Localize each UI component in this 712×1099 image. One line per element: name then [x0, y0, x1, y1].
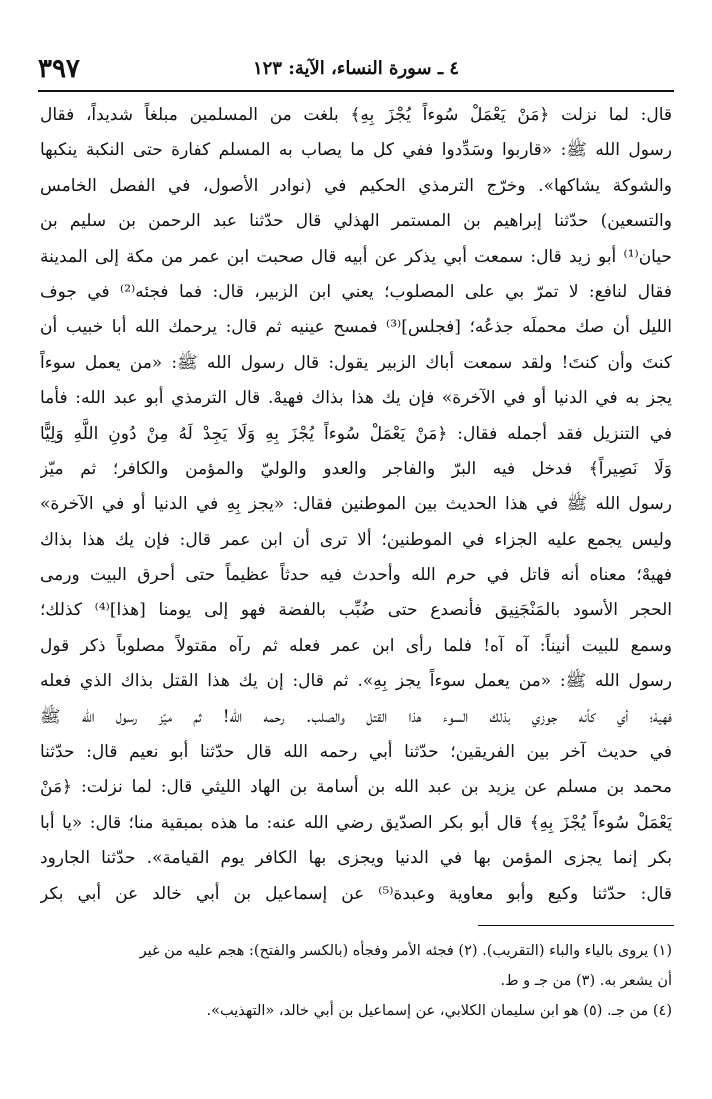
- text-line: وسمع للبيت أنيناً: آه آه! فلما رأى ابن عمر فعله ثم رآه مقتولاً مصلوباً ذكر قول: [40, 635, 672, 656]
- text-line: قال: لما نزلت ﴿مَنْ يَعْمَلْ سُوءاً يُجْزَ بِهِ﴾ بلغت من المسلمين مبلغاً شديداً، فقال: [40, 105, 672, 125]
- text-line: والشوكة يشاكها». وخرّج الترمذي الحكيم في (نوادر الأصول، في الفصل الخامس: [40, 175, 672, 196]
- text-line: رسول الله ﷺ: «قاربوا وسَدِّدوا ففي كل ما يصاب به المسلم كفارة حتى النكبة ينكبها: [40, 140, 672, 161]
- text-line: رسول الله ﷺ: «من يعمل سوءاً يجز بِهِ». ثم قال: إن يك هذا القتل بذاك الذي فعله: [40, 671, 672, 692]
- page-header: [38, 48, 674, 92]
- text-line: حيان⁽¹⁾ أبو زيد قال: سمعت أبي يذكر عن أبيه قال صحبت ابن عمر من مكة إلى المدينة: [40, 246, 672, 267]
- text-line: يجز به في الدنيا أو في الآخرة» فإن يك هذا بذاك فهيهْ. قال الترمذي أبو عبد الله: فأما: [40, 388, 672, 409]
- text-line: الحجر الأسود بالمَنْجَنِيق فأنصدع حتى ضُبِّب بالفضة فهو إلى يومنا [هذا]⁽⁴⁾ كذلك؛: [40, 600, 672, 621]
- page-number: ٣٩٧: [38, 54, 80, 84]
- text-line: في التنزيل فقد أجمله فقال: ﴿مَنْ يَعْمَلْ سُوءاً يُجْزَ بِهِ وَلَا يَجِدْ لَهُ مِنْ دُونِ اللَّهِ وَلِيًّا: [40, 423, 672, 444]
- text-line: والتسعين) حدّثنا إبراهيم بن المستمر الهذلي قال حدّثنا عبد الرحمن بن سليم بن: [40, 211, 672, 232]
- text-line: الليل أن صك محملَه جذعُه؛ [فجلس]⁽³⁾ فمسح عينيه ثم قال: يرحمك الله أبا خبيب أن: [40, 317, 672, 338]
- running-title: ٤ ـ سورة النساء، الآية: ١٢٣: [252, 58, 460, 79]
- footnote-divider: [478, 925, 674, 926]
- footnote-line: أن يشعر به. (٣) من جـ و ط.: [500, 973, 672, 989]
- text-line: وليس يجمع عليه الجزاء في الموطنين؛ ألا ترى أن ابن عمر قال: فإن يك هذا بذاك: [40, 529, 672, 550]
- text-line: فهيهْ؛ أي كأنه جوزي بذلك السوء هذا القتل والصلب. رحمه الله! ثم ميّز رسول الله ﷺ: [40, 706, 672, 727]
- text-line: كنتَ وأن كنتَ! ولقد سمعت أباك الزبير يقول: قال رسول الله ﷺ: «من يعمل سوءاً: [40, 352, 672, 373]
- body-text: [40, 98, 672, 912]
- text-line: قال: حدّثنا وكيع وأبو معاوية وعبدة⁽⁵⁾ عن إسماعيل بن أبي خالد عن أبي بكر: [40, 883, 672, 904]
- footnotes: [40, 936, 672, 1026]
- text-line: يَعْمَلْ سُوءاً يُجْزَ بِهِ﴾ قال أبو بكر الصدّيق رضي الله عنه: ما هذه بمبقية منا؛ قال: «يا أبا: [40, 812, 672, 833]
- text-line: بكر إنما يجزى المؤمن بها في الدنيا ويجزى بها الكافر يوم القيامة». حدّثنا الجارود: [40, 848, 672, 869]
- text-line: فهيهْ؛ معناه أنه قاتل في حرم الله وأحدث فيه حدثاً عظيماً حتى أحرق البيت ورمى: [40, 565, 672, 586]
- text-line: رسول الله ﷺ في هذا الحديث بين الموطنين فقال: «يجز بِهِ في الدنيا أو في الآخرة»: [40, 494, 672, 515]
- text-line: في حديث آخر بين الفريقين؛ حدّثنا أبي رحمه الله قال حدّثنا أبو نعيم قال: حدّثنا: [40, 742, 672, 763]
- footnote-line: (٤) من جـ. (٥) هو ابن سليمان الكلابي، عن إسماعيل بن أبي خالد، «التهذيب».: [206, 1003, 672, 1019]
- text-line: محمد بن مسلم عن يزيد بن عبد الله بن أسامة بن الهاد الليثي قال: لما نزلت: ﴿مَنْ: [40, 777, 672, 798]
- footnote-line: (١) يروى بالياء والباء (التقريب). (٢) فجئه الأمر وفجأه (بالكسر والفتح): هجم عليه من غير: [139, 943, 672, 959]
- text-line: فقال لنافع: لا تمرّ بي على المصلوب؛ يعني ابن الزبير، قال: فما فجئه⁽²⁾ في جوف: [40, 281, 672, 302]
- text-line: وَلَا نَصِيراً﴾ فدخل فيه البرّ والفاجر والعدو والوليّ والمؤمن والكافر؛ ثم ميّز: [40, 458, 672, 479]
